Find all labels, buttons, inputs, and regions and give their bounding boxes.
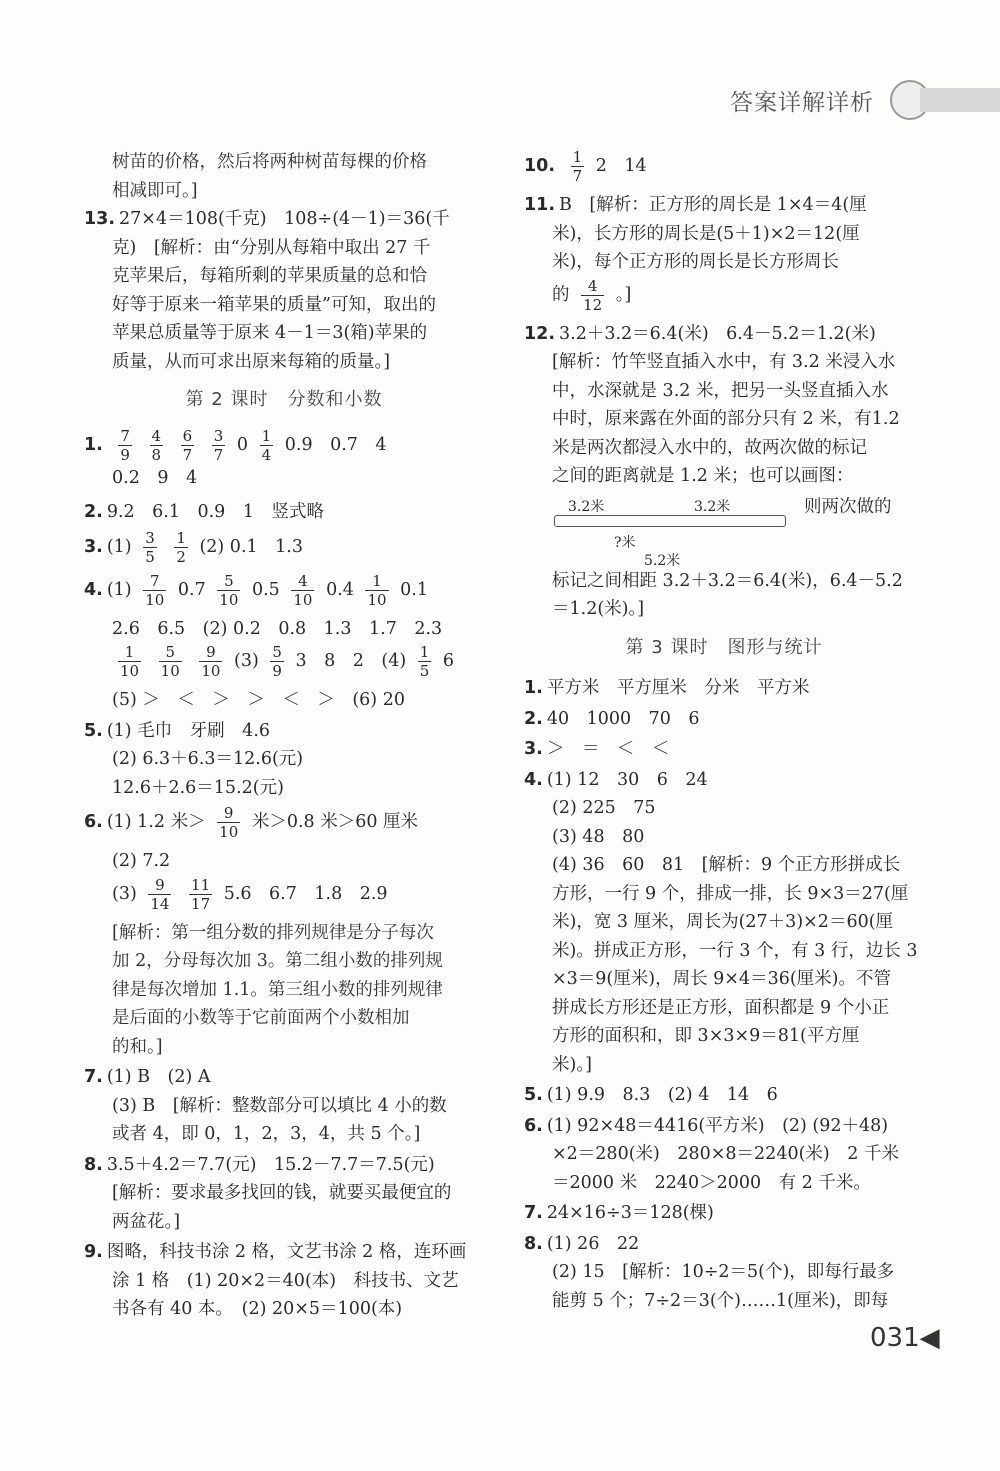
question-3 xyxy=(524,735,924,764)
text-line: 0.2 9 4 xyxy=(112,467,198,488)
answer-text: (3) xyxy=(112,883,137,904)
text-line: 好等于原来一箱苹果的质量”可知，取出的 xyxy=(112,294,436,315)
fraction: $\frac{9}{10}$ xyxy=(219,804,239,841)
answer-text: 。] xyxy=(615,284,632,305)
question-number: 12. xyxy=(524,323,556,344)
text-line: (1) 12 30 6 24 xyxy=(546,769,708,790)
question-number: 2. xyxy=(84,502,103,522)
text-line: (1) B (2) A xyxy=(106,1067,211,1087)
fraction: $\frac{5}{9}$ xyxy=(272,643,282,680)
text-line xyxy=(524,277,924,314)
question-number: 4. xyxy=(84,579,103,600)
text-line: (1) 26 22 xyxy=(546,1233,640,1254)
text-line: 克苹果后，每箱所剩的苹果质量的总和恰 xyxy=(112,266,427,286)
text-line: 两盆花。] xyxy=(112,1211,181,1232)
question-7 xyxy=(524,1199,924,1228)
question-number: 1. xyxy=(84,434,103,455)
text-line: 27×4＝108(千克) 108÷(4－1)＝36(千 xyxy=(119,209,450,229)
question-11 xyxy=(524,191,924,314)
text-line: (3) 48 80 xyxy=(552,826,645,847)
text-line: ×2＝280(米) 280×8＝2240(米) 2 千米 xyxy=(552,1144,899,1164)
text-line: 米)。] xyxy=(552,1054,592,1075)
fraction: $\frac{3}{7}$ xyxy=(213,426,224,464)
text-line: (4) 36 60 81 [解析：9 个正方形拼成长 xyxy=(552,855,901,875)
answer-text: (1) 1.2 米＞ xyxy=(106,812,206,832)
header-bar xyxy=(920,88,1000,112)
question-number: 7. xyxy=(84,1067,103,1087)
text-line: [解析：第一组分数的排列规律是分子每次 xyxy=(112,922,434,943)
text-line: [解析：竹竿竖直插入水中，有 3.2 米浸入水 xyxy=(552,352,896,372)
page-number: 031◀ xyxy=(870,1323,940,1353)
text-line: ×3＝9(厘米)，周长 9×4＝36(厘米)。不管 xyxy=(552,969,892,989)
fraction: $\frac{5}{10}$ xyxy=(160,643,180,680)
question-number: 9. xyxy=(84,1242,103,1262)
text-line: 质量，从而可求出原来每箱的质量。] xyxy=(112,351,391,372)
text-line: (2) 7.2 xyxy=(112,851,171,871)
text-line: 相减即可。] xyxy=(112,180,198,201)
fraction: $\frac{6}{7}$ xyxy=(182,426,193,464)
question-3 xyxy=(84,529,484,566)
answer-text: 40 1000 70 6 xyxy=(546,708,700,729)
fraction: $\frac{11}{17}$ xyxy=(191,875,211,913)
question-number: 7. xyxy=(524,1203,543,1223)
fraction: $\frac{3}{5}$ xyxy=(145,528,155,566)
question-1 xyxy=(84,427,484,493)
section-title: 第 2 课时 分数和小数 xyxy=(185,389,383,410)
diagram-label: 5.2米 xyxy=(644,552,681,569)
text-line: 12.6＋2.6＝15.2(元) xyxy=(112,777,284,798)
answer-text: 平方米 平方厘米 分米 平方米 xyxy=(546,678,810,698)
text-line: 米)，长方形的周长是(5＋1)×2＝12(厘 xyxy=(552,223,860,244)
bamboo-diagram xyxy=(524,493,924,569)
question-5 xyxy=(84,717,484,803)
section-title: 第 3 课时 图形与统计 xyxy=(625,636,823,658)
question-5 xyxy=(524,1081,924,1110)
answer-text: 9.2 6.1 0.9 1 竖式略 xyxy=(106,502,324,522)
question-number: 8. xyxy=(84,1154,103,1175)
question-2 xyxy=(524,705,924,734)
question-2 xyxy=(84,498,484,527)
fraction: $\frac{4}{12}$ xyxy=(583,276,603,314)
fraction: $\frac{9}{10}$ xyxy=(201,643,221,680)
fraction: $\frac{1}{10}$ xyxy=(367,571,387,609)
question-4 xyxy=(524,766,924,1080)
header-title: 答案详解详析 xyxy=(730,90,874,116)
text-line: (2) 225 75 xyxy=(552,798,656,818)
text-line: ＝1.2(米)。] xyxy=(552,599,645,619)
fraction: $\frac{1}{4}$ xyxy=(261,426,272,464)
text-line: 律是每次增加 1.1。第三组小数的排列规律 xyxy=(112,979,443,1000)
text-line: (2) 6.3＋6.3＝12.6(元) xyxy=(112,749,304,769)
text-line: 加 2，分母每次加 3。第二组小数的排列规 xyxy=(112,951,443,971)
diagram-label: 3.2米 xyxy=(694,498,731,515)
text-line: 米)，宽 3 厘米，周长为(27＋3)×2＝60(厘 xyxy=(552,912,894,932)
fraction: $\frac{1}{2}$ xyxy=(176,528,186,566)
left-column xyxy=(84,148,484,1326)
answer-text: 米＞0.8 米＞60 厘米 xyxy=(251,812,419,832)
text-line: 涂 1 格 (1) 20×2＝40(本) 科技书、文艺 xyxy=(112,1270,459,1291)
answer-text: 0.7 xyxy=(177,579,206,600)
question-number: 5. xyxy=(524,1085,543,1105)
text-line: 是后面的小数等于它前面两个小数相加 xyxy=(112,1008,410,1028)
question-7 xyxy=(84,1063,484,1149)
fraction: $\frac{1}{7}$ xyxy=(572,148,583,185)
answer-text: 3 8 2 (4) xyxy=(295,651,407,671)
text-line: 3.2＋3.2＝6.4(米) 6.4－5.2＝1.2(米) xyxy=(559,323,876,344)
question-number: 10. xyxy=(524,156,556,176)
answer-text: 的 xyxy=(552,284,570,305)
fraction: $\frac{7}{9}$ xyxy=(120,426,130,464)
text-line: 标记之间相距 3.2＋3.2＝6.4(米)，6.4－5.2 xyxy=(552,570,903,591)
question-6 xyxy=(84,804,484,1061)
fraction: $\frac{4}{8}$ xyxy=(151,426,162,464)
text-line: 苹果总质量等于原来 4－1＝3(箱)苹果的 xyxy=(112,323,428,343)
text-line xyxy=(84,876,484,913)
diagram-label: ?米 xyxy=(614,534,636,551)
answer-text: 0.5 xyxy=(251,579,280,600)
question-number: 5. xyxy=(84,720,103,741)
answer-text: (2) 0.1 1.3 xyxy=(199,536,303,557)
answer-text: 0 xyxy=(236,434,249,455)
question-number: 3. xyxy=(84,536,103,557)
text-line: 之间的距离就是 1.2 米；也可以画图： xyxy=(552,466,854,486)
text-line: 则两次做的 xyxy=(804,496,892,517)
answer-text: ＞ ＝ ＜ ＜ xyxy=(546,739,670,759)
answer-text: 5.6 6.7 1.8 2.9 xyxy=(223,883,388,904)
fraction: $\frac{1}{10}$ xyxy=(120,643,140,680)
question-number: 6. xyxy=(524,1115,543,1136)
diagram-label: 3.2米 xyxy=(568,498,605,515)
answer-text: (1) 9.9 8.3 (2) 4 14 6 xyxy=(546,1085,778,1105)
text-line: 米)，每个正方形的周长是长方形周长 xyxy=(552,252,839,272)
text-line: B [解析：正方形的周长是 1×4＝4(厘 xyxy=(559,195,867,215)
question-number: 8. xyxy=(524,1233,543,1254)
question-1 xyxy=(524,674,924,703)
text-line: 中，水深就是 3.2 米，把另一头竖直插入水 xyxy=(552,380,889,401)
text-line: [解析：要求最多找回的钱，就要买最便宜的 xyxy=(112,1183,452,1203)
text-line: ＝2000 米 2240＞2000 有 2 千米。 xyxy=(552,1172,871,1193)
text-line: 2.6 6.5 (2) 0.2 0.8 1.3 1.7 2.3 xyxy=(112,618,443,639)
question-number: 1. xyxy=(524,678,543,698)
text-line: 或者 4，即 0，1，2，3，4，共 5 个。] xyxy=(112,1124,421,1144)
text-line: 的和。] xyxy=(112,1036,163,1057)
answer-text: (1) xyxy=(106,579,132,600)
text-line: (3) B [解析：整数部分可以填比 4 小的数 xyxy=(112,1095,447,1116)
text-line: 方形的面积和，即 3×3×9＝81(平方厘 xyxy=(552,1026,860,1046)
answer-text: 0.4 xyxy=(326,579,354,600)
text-line: 树苗的价格，然后将两种树苗每棵的价格 xyxy=(112,152,427,172)
question-13 xyxy=(84,205,484,376)
question-8 xyxy=(84,1151,484,1237)
text-line: (5) ＞ ＜ ＞ ＞ ＜ ＞ (6) 20 xyxy=(112,690,405,710)
text-line: (2) 15 [解析：10÷2＝5(个)，即每行最多 xyxy=(552,1262,895,1282)
question-number: 11. xyxy=(524,195,556,215)
question-6 xyxy=(524,1112,924,1198)
text-line: 拼成长方形还是正方形，面积都是 9 个小正 xyxy=(552,997,890,1018)
fraction: $\frac{7}{10}$ xyxy=(145,571,165,609)
text-line: 米是两次都浸入水中的，故两次做的标记 xyxy=(552,437,867,458)
answer-text: 2 14 xyxy=(595,156,647,176)
fraction: $\frac{4}{10}$ xyxy=(293,571,313,609)
answer-text: 24×16÷3＝128(棵) xyxy=(546,1203,714,1223)
fraction: $\frac{1}{5}$ xyxy=(419,643,430,680)
answer-text: (3) xyxy=(234,651,259,671)
text-line: 米)。拼成正方形，一行 3 个，有 3 行，边长 3 xyxy=(552,940,918,961)
question-4 xyxy=(84,572,484,715)
fraction: $\frac{5}{10}$ xyxy=(219,571,239,609)
question-number: 13. xyxy=(84,209,116,229)
answer-text: 0.9 0.7 4 xyxy=(284,434,387,455)
answer-text: (1) xyxy=(106,536,132,557)
question-number: 4. xyxy=(524,769,543,790)
text-line: 3.5＋4.2＝7.7(元) 15.2－7.7＝7.5(元) xyxy=(106,1154,435,1175)
text-line: 中时，原来露在外面的部分只有 2 米，有1.2 xyxy=(552,409,900,429)
question-9 xyxy=(84,1238,484,1324)
question-number: 2. xyxy=(524,708,543,729)
text-line: 图略，科技书涂 2 格，文艺书涂 2 格，连环画 xyxy=(106,1242,467,1262)
text-line: 方形，一行 9 个，排成一排，长 9×3＝27(厘 xyxy=(552,883,909,904)
text-line: (1) 92×48＝4416(平方米) (2) (92＋48) xyxy=(546,1115,889,1136)
answer-text: 0.1 xyxy=(400,579,428,600)
text-line xyxy=(84,643,484,680)
text-line: (1) 毛巾 牙刷 4.6 xyxy=(106,720,271,741)
question-number: 3. xyxy=(524,739,543,759)
fraction: $\frac{9}{14}$ xyxy=(150,875,170,913)
question-number: 6. xyxy=(84,812,103,832)
text-line: 能剪 5 个；7÷2＝3(个)……1(厘米)，即每 xyxy=(552,1290,889,1311)
right-column xyxy=(524,148,924,1317)
question-12 xyxy=(524,320,924,624)
answer-text: 6 xyxy=(442,651,455,671)
question-10 xyxy=(524,148,924,185)
text-line: 书各有 40 本。 (2) 20×5＝100(本) xyxy=(112,1299,403,1319)
text-line: 克) [解析：由“分别从每箱中取出 27 千 xyxy=(112,237,431,258)
question-8 xyxy=(524,1230,924,1316)
